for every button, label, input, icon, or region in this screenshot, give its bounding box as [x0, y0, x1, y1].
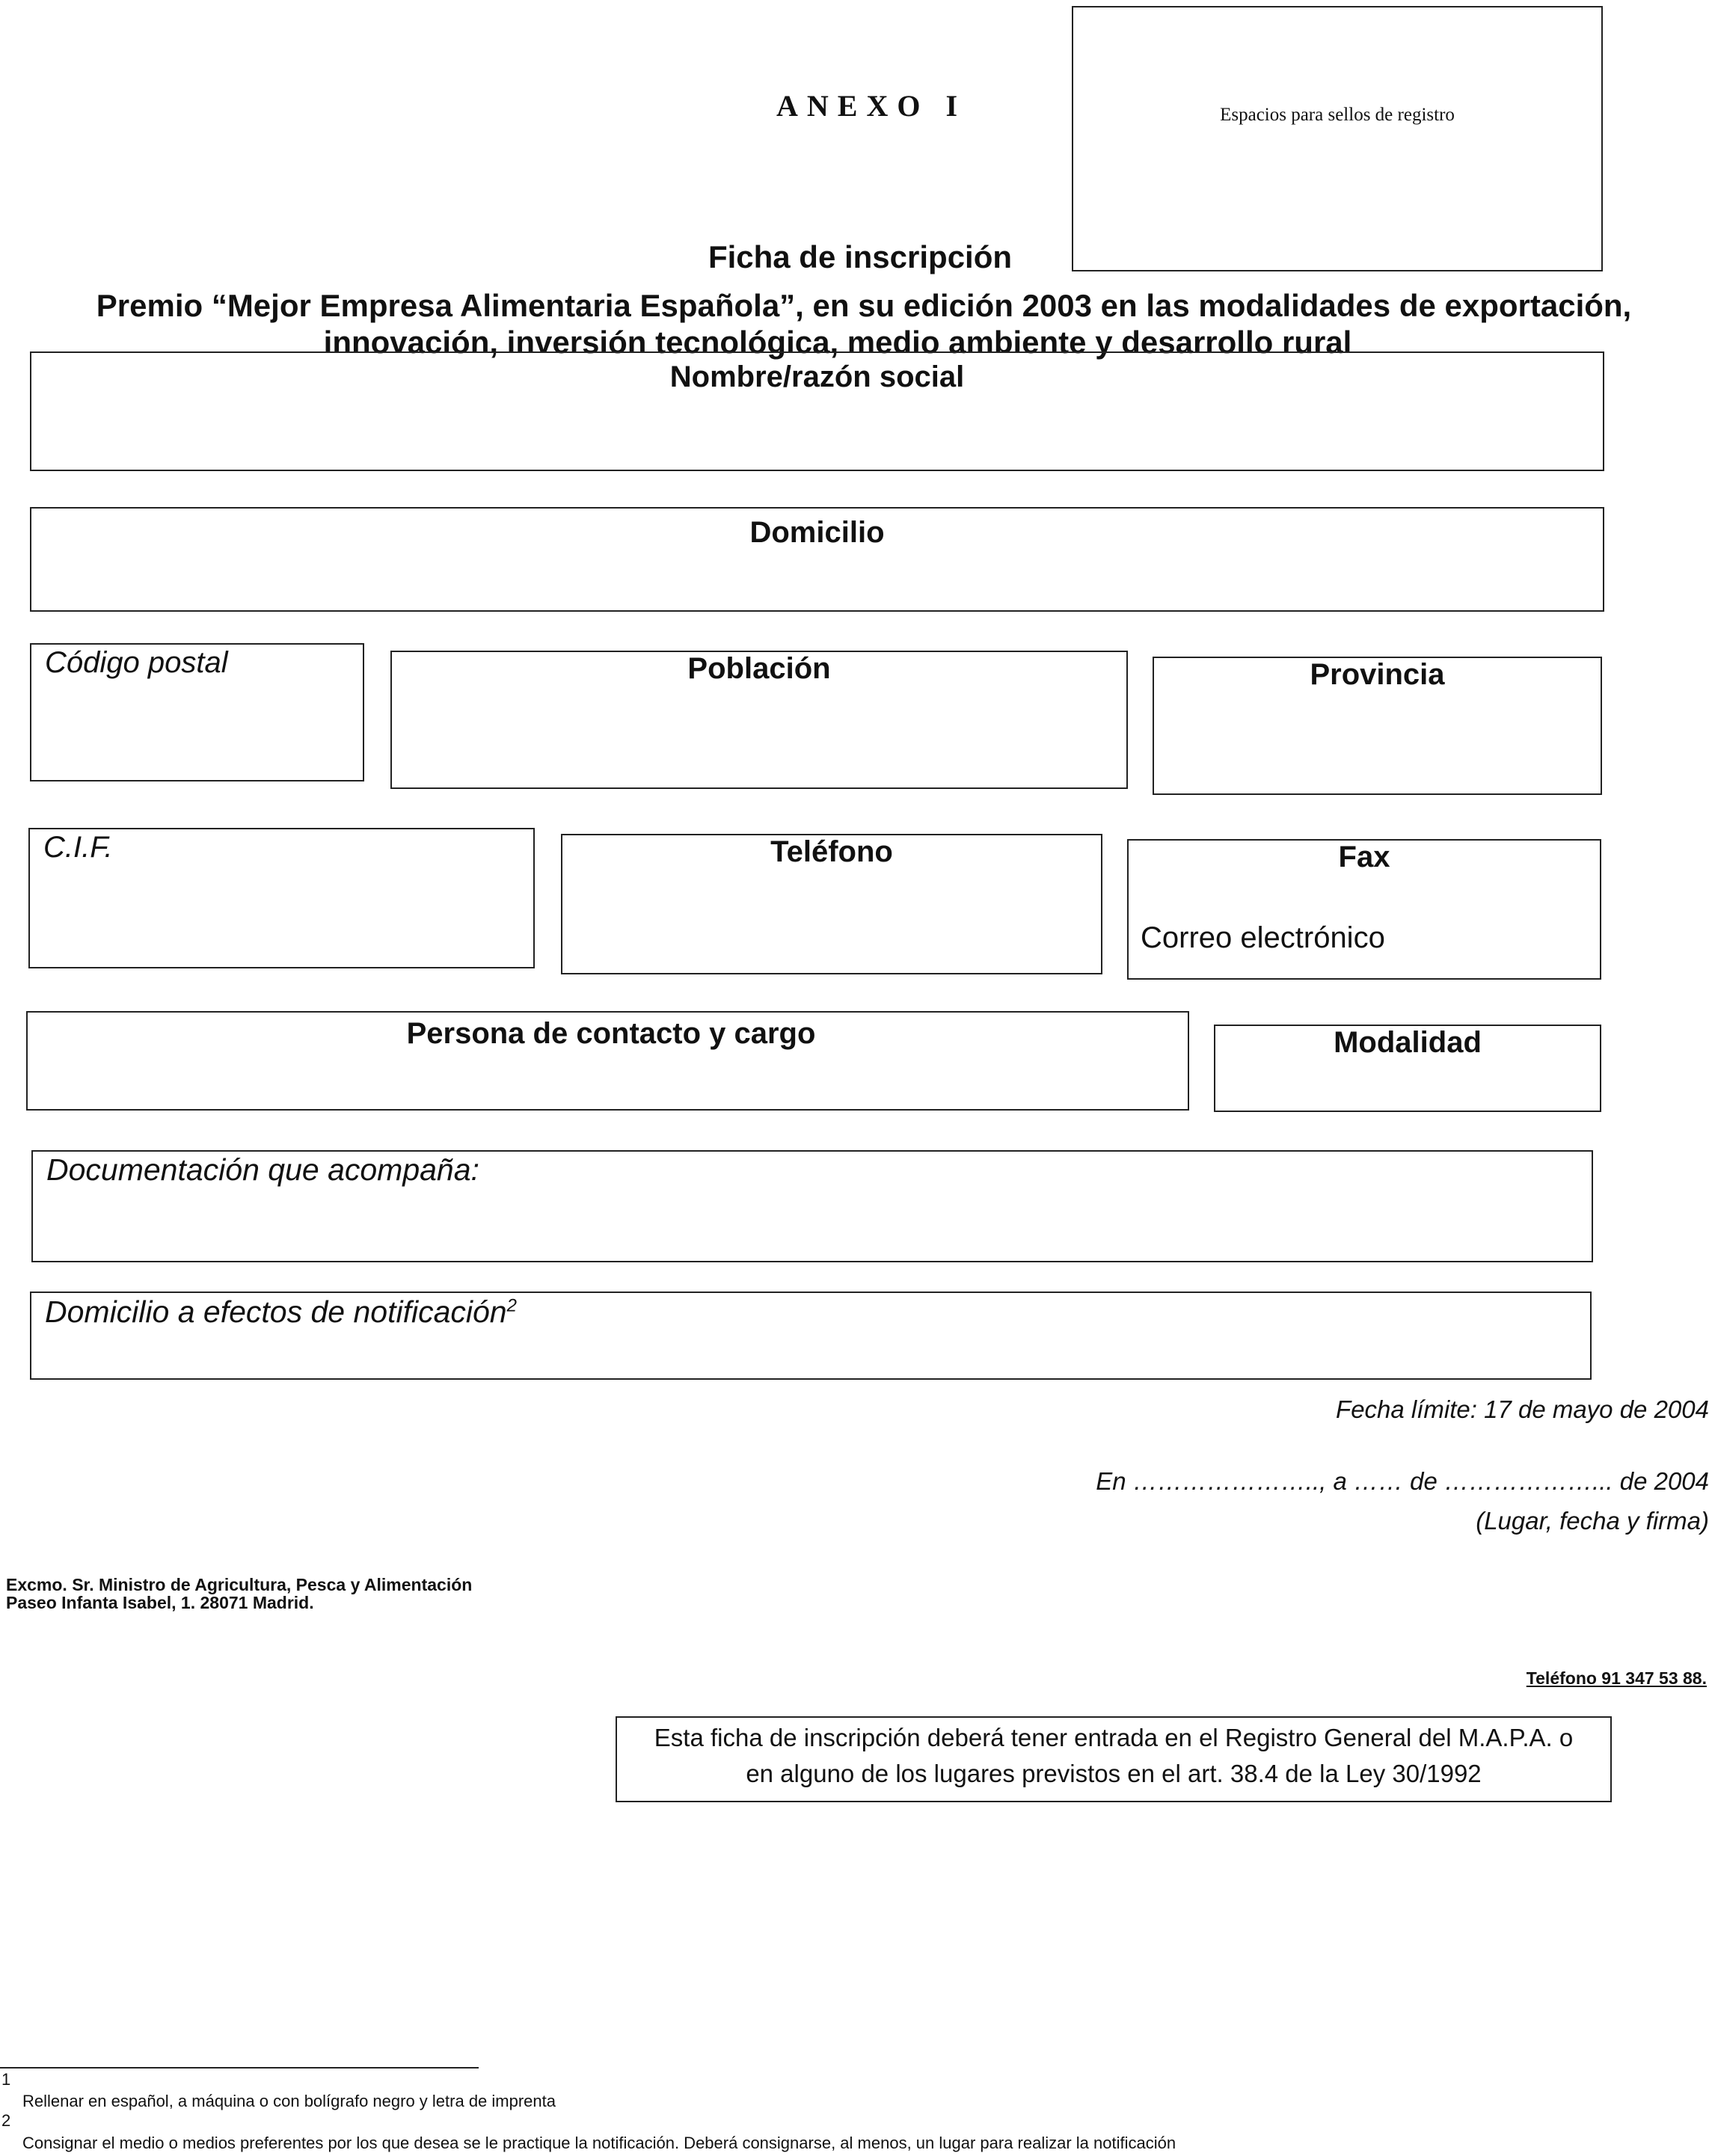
cif-label: C.I.F.: [43, 831, 113, 864]
deadline-text: Fecha límite: 17 de mayo de 2004: [1336, 1395, 1709, 1423]
address-field[interactable]: [30, 507, 1604, 612]
addressee-line-1: Excmo. Sr. Ministro de Agricultura, Pesca y Alimentación: [6, 1575, 473, 1594]
cif-field[interactable]: [28, 828, 535, 968]
footnote-separator: [0, 2067, 479, 2069]
annex-title: ANEXO I: [776, 89, 967, 123]
town-field[interactable]: [390, 651, 1128, 789]
modality-field[interactable]: [1214, 1025, 1601, 1112]
company-name-label: Nombre/razón social: [669, 360, 965, 393]
phone-field[interactable]: [561, 834, 1102, 974]
province-field[interactable]: [1153, 657, 1602, 795]
notification-address-text: Domicilio a efectos de notificación: [45, 1294, 507, 1329]
address-label: Domicilio: [749, 516, 885, 549]
contact-person-field[interactable]: [26, 1011, 1189, 1111]
fax-email-field[interactable]: [1127, 839, 1601, 980]
registry-stamp-label: Espacios para sellos de registro: [1220, 105, 1455, 125]
postal-code-field[interactable]: [30, 643, 364, 781]
submission-notice-box: [616, 1716, 1612, 1802]
notification-address-field[interactable]: [30, 1292, 1592, 1380]
place-date-caption: (Lugar, fecha y firma): [1476, 1507, 1709, 1535]
notification-footnote-ref: 2: [506, 1295, 517, 1316]
form-title: Ficha de inscripción: [708, 239, 1013, 274]
award-title-line-1: Premio “Mejor Empresa Alimentaria Española”, en su edición 2003 en las modalidades de exportación,: [96, 288, 1632, 323]
documentation-field[interactable]: [31, 1150, 1593, 1262]
company-name-field[interactable]: [30, 351, 1604, 471]
notification-address-label: [45, 1294, 517, 1330]
province-label: Provincia: [1310, 658, 1445, 691]
town-label: Población: [687, 652, 831, 685]
footnote-2-text: Consignar el medio o medios preferentes por los que desea se le practique la notificación. Deberá consignarse, al menos, un lugar para realizar la notificación: [22, 2134, 1176, 2152]
contact-person-label: Persona de contacto y cargo: [406, 1017, 816, 1050]
place-date-line[interactable]: En ………………….., a …… de ………………... de 2004: [1096, 1467, 1709, 1495]
modality-label: Modalidad: [1334, 1026, 1482, 1059]
documentation-label: Documentación que acompaña:: [46, 1152, 479, 1187]
notice-line-2: en alguno de los lugares previstos en el art. 38.4 de la Ley 30/1992: [746, 1760, 1482, 1787]
phone-label: Teléfono: [770, 835, 893, 868]
ministry-phone: Teléfono 91 347 53 88.: [1526, 1668, 1707, 1688]
footnote-1-number: 1: [1, 2070, 11, 2089]
addressee-line-2: Paseo Infanta Isabel, 1. 28071 Madrid.: [6, 1593, 314, 1612]
footnote-2-number: 2: [1, 2111, 11, 2130]
postal-code-label: Código postal: [45, 646, 228, 679]
footnote-1-text: Rellenar en español, a máquina o con bolígrafo negro y letra de imprenta: [22, 2092, 556, 2110]
registry-stamp-box: [1072, 6, 1603, 271]
notice-line-1: Esta ficha de inscripción deberá tener entrada en el Registro General del M.A.P.A. o: [654, 1724, 1574, 1751]
fax-label: Fax: [1338, 841, 1390, 873]
email-label: Correo electrónico: [1141, 921, 1385, 954]
award-title-line-2: innovación, inversión tecnológica, medio ambiente y desarrollo rural: [323, 325, 1352, 360]
